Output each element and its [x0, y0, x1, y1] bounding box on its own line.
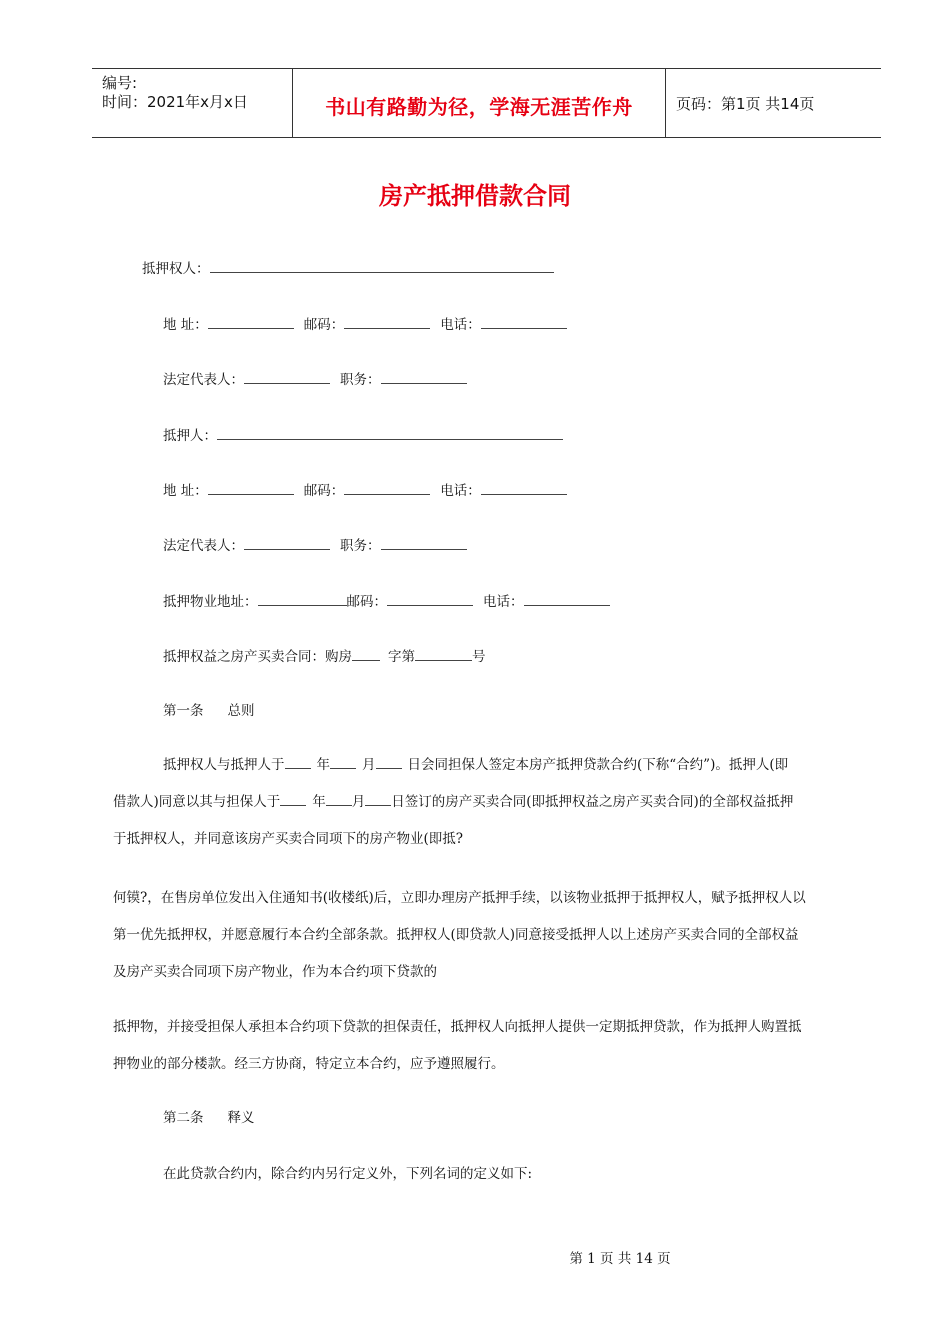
article1-p2-line3: 及房产买卖合同项下房产物业，作为本合约项下贷款的 [113, 964, 437, 980]
legal-rep-label: 法定代表人： [163, 538, 244, 554]
mortgagee-blank[interactable] [210, 258, 554, 273]
postcode-blank[interactable] [344, 314, 430, 329]
day-blank[interactable] [376, 754, 402, 769]
article2-paragraph-1: 在此贷款合约内，除合约内另行定义外，下列名词的定义如下: [163, 1166, 533, 1182]
header-cell-info [92, 69, 293, 137]
legal-rep-blank[interactable] [244, 369, 330, 384]
serial-label: 编号: [102, 74, 138, 92]
article2-heading [163, 1108, 255, 1128]
header-cell-page [666, 69, 881, 137]
article1-p3-line1: 抵押物，并接受担保人承担本合约项下贷款的担保责任，抵押权人向抵押人提供一定期抵押贷款，作为抵押人购置抵 [113, 1019, 802, 1035]
article1-heading [163, 701, 255, 721]
document-title: 房产抵押借款合同 [379, 181, 571, 210]
mortgagee-address-line [163, 314, 567, 335]
address-blank[interactable] [208, 480, 294, 495]
contract-line [163, 646, 486, 667]
position-blank[interactable] [381, 535, 467, 550]
year-blank[interactable] [280, 791, 306, 806]
article1-p1-line1: 抵押权人与抵押人于 年 月 日会同担保人签定本房产抵押贷款合约(下称“合约”)。抵押人(即 [113, 747, 883, 784]
article1-p3-line2: 押物业的部分楼款。经三方协商，特定立本合约，应予遵照履行。 [113, 1056, 505, 1072]
article1-paragraph-2 [113, 880, 883, 991]
contract-mid: 字第 [388, 649, 415, 665]
month-blank[interactable] [330, 754, 356, 769]
time-label: 时间：2021年x月x日 [102, 93, 248, 111]
header-cell-motto [293, 69, 666, 137]
page-label: 页码：第1页 共14页 [676, 95, 815, 113]
motto: 书山有路勤为径，学海无涯苦作舟 [325, 95, 633, 119]
phone-label: 电话： [440, 317, 481, 333]
article1-name: 总则 [227, 703, 255, 719]
legal-rep-blank[interactable] [244, 535, 330, 550]
contract-blank-2[interactable] [415, 646, 472, 661]
contract-blank-1[interactable] [352, 646, 380, 661]
position-label: 职务： [340, 372, 381, 388]
article1-p1-line2: 借款人)同意以其与担保人于 年 月 日签订的房产买卖合同(即抵押权益之房产买卖合同)的全部权益抵押 [113, 784, 883, 821]
postcode-blank[interactable] [344, 480, 430, 495]
address-label: 地 址： [163, 483, 208, 499]
month-blank[interactable] [326, 791, 352, 806]
mortgagor-label: 抵押人： [163, 428, 217, 444]
mortgagor-address-line [163, 480, 567, 501]
property-address-line [163, 591, 610, 612]
postcode-label: 邮码： [303, 317, 345, 333]
postcode-label: 邮码： [303, 483, 345, 499]
contract-prefix: 抵押权益之房产买卖合同：购房 [163, 649, 352, 665]
legal-rep-label: 法定代表人： [163, 372, 244, 388]
mortgagee-rep-line [163, 369, 467, 390]
mortgagee-line [142, 258, 554, 279]
article1-number: 第一条 [163, 703, 204, 719]
mortgagor-line [163, 425, 563, 446]
phone-label: 电话： [483, 594, 524, 610]
address-label: 地 址： [163, 317, 208, 333]
article1-p1-line3: 于抵押权人，并同意该房产买卖合同项下的房产物业(即抵? [113, 831, 464, 847]
article1-p2-line1: 何镆?，在售房单位发出入住通知书(收楼纸)后，立即办理房产抵押手续，以该物业抵押于抵押权人，赋予抵押权人以 [113, 890, 806, 906]
postcode-blank[interactable] [387, 591, 473, 606]
article1-p2-line2: 第一优先抵押权，并愿意履行本合约全部条款。抵押权人(即贷款人)同意接受抵押人以上述房产买卖合同的全部权益 [113, 927, 799, 943]
mortgagor-blank[interactable] [217, 425, 563, 440]
property-address-label: 抵押物业地址： [163, 594, 258, 610]
article2-name: 释义 [227, 1110, 255, 1126]
position-blank[interactable] [381, 369, 467, 384]
property-address-blank[interactable] [258, 591, 347, 606]
address-blank[interactable] [208, 314, 294, 329]
header-table [92, 68, 881, 138]
phone-blank[interactable] [524, 591, 610, 606]
contract-suffix: 号 [472, 649, 486, 665]
article1-paragraph-1 [113, 747, 883, 858]
page-footer: 第 1 页 共 14 页 [569, 1251, 671, 1267]
phone-blank[interactable] [481, 480, 567, 495]
mortgagee-label: 抵押权人： [142, 261, 210, 277]
phone-label: 电话： [440, 483, 481, 499]
year-blank[interactable] [285, 754, 311, 769]
mortgagor-rep-line [163, 535, 467, 556]
position-label: 职务： [340, 538, 381, 554]
phone-blank[interactable] [481, 314, 567, 329]
article2-number: 第二条 [163, 1110, 204, 1126]
article1-paragraph-3 [113, 1009, 883, 1083]
postcode-label: 邮码： [346, 594, 387, 610]
day-blank[interactable] [365, 791, 391, 806]
